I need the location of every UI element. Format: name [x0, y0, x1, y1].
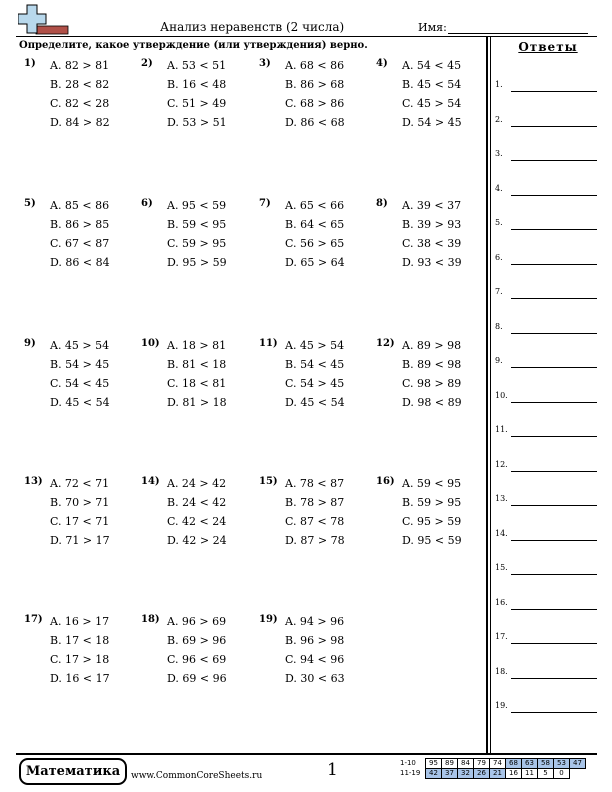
option-a: A. 54 < 45 — [402, 59, 462, 72]
option-b: B. 16 < 48 — [167, 78, 227, 91]
answer-line-18[interactable] — [495, 665, 597, 679]
answer-number: 7. — [495, 287, 503, 296]
option-list — [167, 58, 227, 134]
answer-number: 1. — [495, 80, 503, 89]
option-list — [285, 476, 345, 552]
problem-number: 9) — [24, 338, 36, 349]
answers-title-text: Ответы — [518, 40, 578, 54]
problem-4 — [376, 58, 491, 143]
option-a: A. 24 > 42 — [167, 477, 227, 490]
option-c: C. 42 < 24 — [167, 515, 227, 528]
answer-line-5[interactable] — [495, 216, 597, 230]
score-cell: 16 — [506, 769, 522, 779]
answer-number: 5. — [495, 218, 503, 227]
answer-blank[interactable] — [511, 471, 597, 472]
footer-divider — [16, 753, 597, 755]
option-c: C. 68 > 86 — [285, 97, 345, 110]
answer-line-10[interactable] — [495, 389, 597, 403]
answer-number: 3. — [495, 149, 503, 158]
problem-number: 7) — [259, 198, 271, 209]
answer-line-17[interactable] — [495, 630, 597, 644]
option-c: C. 87 < 78 — [285, 515, 345, 528]
option-a: A. 95 < 59 — [167, 199, 227, 212]
option-b: B. 64 < 65 — [285, 218, 345, 231]
option-d: D. 16 < 17 — [50, 672, 110, 685]
answer-number: 17. — [495, 632, 508, 641]
option-c: C. 45 > 54 — [402, 97, 462, 110]
option-d: D. 95 > 59 — [167, 256, 227, 269]
problem-13 — [24, 476, 139, 561]
option-c: C. 82 < 28 — [50, 97, 110, 110]
answer-blank[interactable] — [511, 126, 597, 127]
problem-number: 16) — [376, 476, 395, 487]
answer-blank[interactable] — [511, 367, 597, 368]
option-a: A. 96 > 69 — [167, 615, 227, 628]
option-a: A. 45 > 54 — [50, 339, 110, 352]
option-b: B. 69 > 96 — [167, 634, 227, 647]
option-c: C. 54 < 45 — [50, 377, 110, 390]
option-a: A. 16 > 17 — [50, 615, 110, 628]
score-row-label: 1-10 — [400, 759, 416, 767]
option-b: B. 28 < 82 — [50, 78, 110, 91]
page-number: 1 — [327, 760, 338, 780]
option-b: B. 86 > 85 — [50, 218, 110, 231]
instructions: Определите, какое утверждение (или утверждения) верно. — [19, 40, 368, 51]
option-c: C. 59 > 95 — [167, 237, 227, 250]
option-b: B. 17 < 18 — [50, 634, 110, 647]
score-cell: 95 — [426, 759, 442, 769]
option-d: D. 84 > 82 — [50, 116, 110, 129]
problem-14 — [141, 476, 256, 561]
answer-blank[interactable] — [511, 91, 597, 92]
answer-blank[interactable] — [511, 712, 597, 713]
answer-blank[interactable] — [511, 264, 597, 265]
problem-number: 8) — [376, 198, 388, 209]
option-b: B. 45 < 54 — [402, 78, 462, 91]
option-d: D. 30 < 63 — [285, 672, 345, 685]
answer-number: 8. — [495, 321, 503, 331]
score-cell: 89 — [442, 759, 458, 769]
score-cell: 84 — [458, 759, 474, 769]
option-b: B. 81 < 18 — [167, 358, 227, 371]
problem-number: 5) — [24, 198, 36, 209]
option-a: A. 68 < 86 — [285, 59, 345, 72]
answer-blank[interactable] — [511, 678, 597, 679]
answer-number: 19. — [495, 701, 508, 710]
problem-8 — [376, 198, 491, 283]
problem-number: 2) — [141, 58, 153, 69]
answer-blank[interactable] — [511, 333, 597, 334]
score-cell: 58 — [538, 759, 554, 769]
answer-blank[interactable] — [511, 540, 597, 541]
score-table — [398, 758, 586, 779]
option-list — [285, 58, 345, 134]
score-cell: 37 — [442, 769, 458, 779]
option-a: A. 72 < 71 — [50, 477, 110, 490]
problem-15 — [259, 476, 374, 561]
header-divider — [16, 36, 597, 37]
answer-line-3[interactable] — [495, 147, 597, 161]
answer-line-12[interactable] — [495, 458, 597, 472]
answer-number: 16. — [495, 597, 508, 607]
problem-number: 15) — [259, 476, 278, 487]
option-list — [50, 198, 110, 274]
answer-blank[interactable] — [511, 160, 597, 161]
option-c: C. 17 > 18 — [50, 653, 110, 666]
option-d: D. 87 > 78 — [285, 534, 345, 547]
problem-12 — [376, 338, 491, 423]
score-row — [398, 759, 586, 769]
answer-blank[interactable] — [511, 229, 597, 230]
option-a: A. 94 > 96 — [285, 615, 345, 628]
problem-number: 18) — [141, 614, 160, 625]
answer-line-9[interactable] — [495, 354, 597, 368]
problem-number: 4) — [376, 58, 388, 69]
option-c: C. 17 < 71 — [50, 515, 110, 528]
problem-number: 11) — [259, 338, 278, 349]
answer-blank[interactable] — [511, 609, 597, 610]
answer-number: 14. — [495, 528, 508, 538]
option-list — [285, 614, 345, 690]
problem-number: 12) — [376, 338, 395, 349]
score-cell: 11 — [522, 769, 538, 779]
problem-number: 13) — [24, 476, 43, 487]
problem-6 — [141, 198, 256, 283]
option-list — [402, 198, 462, 274]
option-c: C. 56 > 65 — [285, 237, 345, 250]
option-a: A. 85 < 86 — [50, 199, 110, 212]
score-cell: 26 — [474, 769, 490, 779]
option-list — [50, 614, 110, 690]
option-c: C. 94 < 96 — [285, 653, 345, 666]
problem-number: 10) — [141, 338, 160, 349]
score-cell: 21 — [490, 769, 506, 779]
score-cell: 47 — [570, 759, 586, 769]
option-list — [402, 338, 462, 414]
problem-17 — [24, 614, 139, 699]
name-label: Имя: — [418, 21, 447, 34]
math-plus-logo-icon — [18, 4, 70, 36]
score-cell: 68 — [506, 759, 522, 769]
answer-blank[interactable] — [511, 643, 597, 644]
problem-19 — [259, 614, 374, 699]
option-c: C. 96 < 69 — [167, 653, 227, 666]
option-a: A. 53 < 51 — [167, 59, 227, 72]
option-c: C. 98 > 89 — [402, 377, 462, 390]
option-b: B. 89 < 98 — [402, 358, 462, 371]
option-d: D. 45 < 54 — [285, 396, 345, 409]
answer-number: 18. — [495, 666, 508, 676]
option-a: A. 65 < 66 — [285, 199, 345, 212]
option-a: A. 78 < 87 — [285, 477, 345, 490]
answer-line-7[interactable] — [495, 285, 597, 299]
answer-number: 11. — [495, 425, 508, 434]
option-d: D. 69 < 96 — [167, 672, 227, 685]
option-c: C. 95 > 59 — [402, 515, 462, 528]
option-list — [402, 58, 462, 134]
option-d: D. 53 > 51 — [167, 116, 227, 129]
answer-line-6[interactable] — [495, 251, 597, 265]
option-b: B. 39 > 93 — [402, 218, 462, 231]
problem-16 — [376, 476, 491, 561]
option-d: D. 86 < 68 — [285, 116, 345, 129]
option-b: B. 59 < 95 — [167, 218, 227, 231]
option-d: D. 71 > 17 — [50, 534, 110, 547]
answer-number: 2. — [495, 114, 503, 124]
answer-number: 4. — [495, 183, 503, 193]
option-b: B. 59 > 95 — [402, 496, 462, 509]
answer-line-16[interactable] — [495, 596, 597, 610]
problem-2 — [141, 58, 256, 143]
option-list — [285, 198, 345, 274]
problem-number: 6) — [141, 198, 153, 209]
answer-number: 6. — [495, 252, 503, 262]
site-url: www.CommonCoreSheets.ru — [131, 771, 263, 781]
answer-blank[interactable] — [511, 298, 597, 299]
problem-number: 17) — [24, 614, 43, 625]
option-a: A. 82 > 81 — [50, 59, 110, 72]
option-a: A. 39 < 37 — [402, 199, 462, 212]
option-b: B. 54 < 45 — [285, 358, 345, 371]
score-row-label: 11-19 — [400, 769, 421, 777]
score-cell: 74 — [490, 759, 506, 769]
answer-number: 12. — [495, 459, 508, 469]
option-c: C. 67 < 87 — [50, 237, 110, 250]
problem-number: 1) — [24, 58, 36, 69]
problem-18 — [141, 614, 256, 699]
answer-blank[interactable] — [511, 195, 597, 196]
option-d: D. 81 > 18 — [167, 396, 227, 409]
option-a: A. 59 < 95 — [402, 477, 462, 490]
option-c: C. 18 < 81 — [167, 377, 227, 390]
answers-title — [493, 40, 603, 54]
problem-7 — [259, 198, 374, 283]
problem-number: 3) — [259, 58, 271, 69]
score-cell: 42 — [426, 769, 442, 779]
option-b: B. 70 > 71 — [50, 496, 110, 509]
answer-blank[interactable] — [511, 505, 597, 506]
score-cell: 63 — [522, 759, 538, 769]
score-cell: 5 — [538, 769, 554, 779]
problem-10 — [141, 338, 256, 423]
answer-number: 15. — [495, 563, 508, 572]
option-d: D. 54 > 45 — [402, 116, 462, 129]
problem-5 — [24, 198, 139, 283]
option-list — [167, 198, 227, 274]
answer-blank[interactable] — [511, 574, 597, 575]
option-d: D. 95 < 59 — [402, 534, 462, 547]
option-list — [285, 338, 345, 414]
option-d: D. 98 < 89 — [402, 396, 462, 409]
problem-3 — [259, 58, 374, 143]
answer-blank[interactable] — [511, 402, 597, 403]
worksheet-title: Анализ неравенств (2 числа) — [160, 20, 345, 34]
answer-line-15[interactable] — [495, 561, 597, 575]
answer-line-13[interactable] — [495, 492, 597, 506]
option-b: B. 78 > 87 — [285, 496, 345, 509]
score-cell: 32 — [458, 769, 474, 779]
answer-number: 13. — [495, 494, 508, 503]
option-c: C. 38 < 39 — [402, 237, 462, 250]
option-a: A. 18 > 81 — [167, 339, 227, 352]
answer-line-4[interactable] — [495, 182, 597, 196]
option-d: D. 42 > 24 — [167, 534, 227, 547]
option-b: B. 96 > 98 — [285, 634, 345, 647]
answer-line-1[interactable] — [495, 78, 597, 92]
option-list — [50, 58, 110, 134]
option-d: D. 65 > 64 — [285, 256, 345, 269]
option-a: A. 89 > 98 — [402, 339, 462, 352]
answer-line-19[interactable] — [495, 699, 597, 713]
score-cell: 0 — [554, 769, 570, 779]
option-c: C. 54 > 45 — [285, 377, 345, 390]
option-d: D. 45 < 54 — [50, 396, 110, 409]
score-cell: 53 — [554, 759, 570, 769]
option-d: D. 86 < 84 — [50, 256, 110, 269]
option-list — [402, 476, 462, 552]
option-d: D. 93 < 39 — [402, 256, 462, 269]
option-c: C. 51 > 49 — [167, 97, 227, 110]
option-list — [167, 476, 227, 552]
name-line — [448, 33, 588, 34]
answer-line-8[interactable] — [495, 320, 597, 334]
score-row — [398, 769, 586, 779]
option-list — [167, 614, 227, 690]
option-b: B. 24 < 42 — [167, 496, 227, 509]
problem-number: 14) — [141, 476, 160, 487]
problem-number: 19) — [259, 614, 278, 625]
option-list — [50, 476, 110, 552]
answer-line-2[interactable] — [495, 113, 597, 127]
problem-11 — [259, 338, 374, 423]
score-cell: 79 — [474, 759, 490, 769]
problem-9 — [24, 338, 139, 423]
answer-blank[interactable] — [511, 436, 597, 437]
option-b: B. 54 > 45 — [50, 358, 110, 371]
option-a: A. 45 > 54 — [285, 339, 345, 352]
brand-badge: Математика — [19, 758, 127, 785]
option-list — [167, 338, 227, 414]
problem-1 — [24, 58, 139, 143]
answer-line-14[interactable] — [495, 527, 597, 541]
answer-number: 9. — [495, 356, 503, 365]
answer-line-11[interactable] — [495, 423, 597, 437]
answer-number: 10. — [495, 390, 508, 400]
option-list — [50, 338, 110, 414]
option-b: B. 86 > 68 — [285, 78, 345, 91]
